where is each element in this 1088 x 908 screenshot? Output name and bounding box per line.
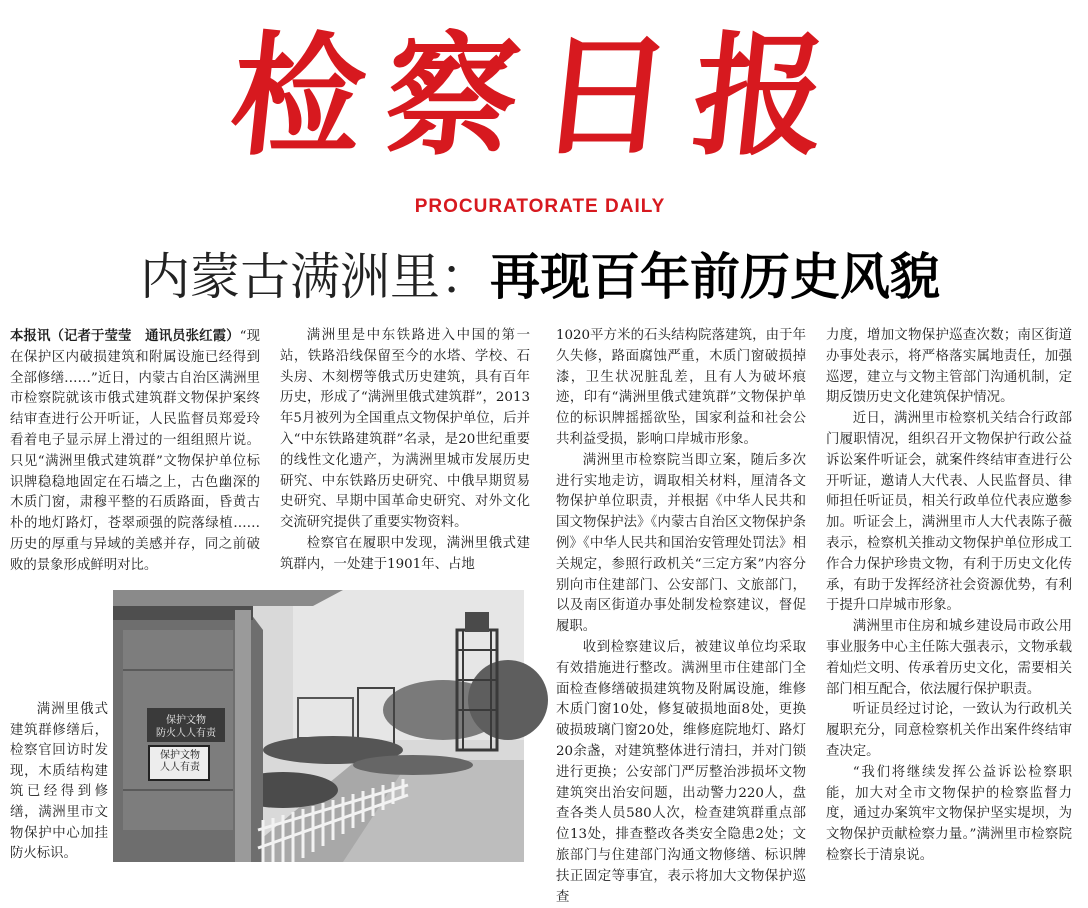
photo-caption (10, 700, 108, 865)
masthead-title: 检察日报 (223, 20, 857, 174)
headline-main: 再现百年前历史风貌 (490, 247, 940, 306)
paragraph: 力度，增加文物保护巡查次数；南区街道办事处表示，将严格落实属地责任，加强巡逻，建立与文物主管部门沟通机制，定期反馈历史文化建筑保护情况。 (826, 328, 1072, 406)
byline: 本报讯（记者于莹莹 通讯员张红霞） (10, 328, 240, 344)
article-headline (0, 246, 1080, 308)
paragraph-text: “现在保护区内破损建筑和附属设施已经得到全部修缮……”近日，内蒙古自治区满洲里市检察院就该市俄式建筑群文物保护案终结审查进行公开听证，人民监督员郑爱玲看着电子显示屏上滑过的一组组照片说。只见“满洲里俄式建筑群”文物保护单位标识牌稳稳地固定在石墙之上，古色幽深的木质门窗，肃穆平整的石质路面，昏黄古朴的地灯路灯，苍翠顽强的院落绿植……历史的厚重与异域的美感并存，同之前破败的景象形成鲜明对比。 (10, 329, 260, 573)
paragraph: 收到检察建议后，被建议单位均采取有效措施进行整改。满洲里市住建部门全面检查修缮破损建筑物及附属设施，维修木质门窗10处，修复破损地面8处，更换破损玻璃门窗20处，维修庭院地灯、路灯20余盏，对建筑整体进行清扫，并对门锁进行更换；公安部门严厉整治涉损坏文物建筑突出治安问题，出动警力220人，盘查各类人员580人次，检查建筑群重点部位13处，排查整改各类安全隐患2处；文旅部门与住建部门沟通文物修缮、标识牌扶正固定等事宜，表示将加大文物保护巡查 (556, 639, 806, 905)
sign-line: 防火人人有责 (156, 728, 216, 739)
paragraph: 检察官在履职中发现，满洲里俄式建筑群内，一处建于1901年、占地 (280, 535, 530, 572)
sign-line: 人人有责 (160, 762, 200, 773)
paragraph: “我们将继续发挥公益诉讼检察职能，加大对全市文物保护的检察监督力度，通过办案筑牢文物保护坚实堤坝，为文物保护贡献检察力量。”满洲里市检察院检察长于清泉说。 (826, 764, 1072, 863)
sign-line: 保护文物 (166, 715, 206, 726)
article-column-4 (826, 326, 1072, 871)
headline-location: 内蒙古满洲里： (140, 248, 490, 306)
sign-line: 保护文物 (160, 750, 200, 761)
paragraph: 满洲里市住房和城乡建设局市政公用事业服务中心主任陈大强表示，文物承载着灿烂文明、传承着历史文化，需要相关部门相互配合，依法履行保护职责。 (826, 619, 1072, 697)
fire-prevention-sign (151, 714, 221, 740)
caption-text: 满洲里俄式建筑群修缮后，检察官回访时发现，木质结构建筑已经得到修缮，满洲里市文物保护中心加挂防火标识。 (10, 702, 108, 862)
article-column-2 (280, 326, 530, 588)
paragraph: 满洲里市检察院当即立案，随后多次进行实地走访，调取相关材料，厘清各文物保护单位职责，并根据《中华人民共和国文物保护法》《内蒙古自治区文物保护条例》《中华人民共和国治安管理处罚法》相关规定，参照行政机关“三定方案”内容分别向市住建部门、公安部门、文旅部门，以及南区街道办事处制发检察建议，督促履职。 (556, 452, 806, 635)
paragraph: 满洲里是中东铁路进入中国的第一站，铁路沿线保留至今的水塔、学校、石头房、木刻楞等俄式历史建筑，具有百年历史，形成了“满洲里俄式建筑群”，2013年5月被列为全国重点文物保护单位，后并入“中东铁路建筑群”名录，是20世纪重要的线性文化遗产，为满洲里城市发展历史研究、中东铁路历史研究、中俄早期贸易史研究、早期中国革命史研究、对外文化交流研究提供了重要实物资料。 (280, 328, 530, 531)
article-column-1 (10, 326, 260, 576)
paragraph: 1020平方米的石头结构院落建筑，由于年久失修，路面腐蚀严重，木质门窗破损掉漆，卫生状况脏乱差，且有人为破坏痕迹，印有“满洲里俄式建筑群”文物保护单位的标识牌摇摇欲坠，国家利益和社会公共利益受损，影响口岸城市形象。 (556, 328, 806, 447)
masthead (0, 0, 1080, 230)
paragraph: 听证员经过讨论，一致认为行政机关履职充分，同意检察机关作出案件终结审查决定。 (826, 702, 1072, 759)
paragraph (10, 326, 260, 577)
paragraph: 近日，满洲里市检察机关结合行政部门履职情况，组织召开文物保护行政公益诉讼案件听证会，就案件终结审查进行公开听证，邀请人大代表、人民监督员、律师担任听证员，相关行政单位代表应邀参加。听证会上，满洲里市人大代表陈子薇表示，检察机关推动文物保护单位形成工作合力保护珍贵文物，有利于历史文化传承，有助于发挥经济社会资源优势，有利于提升口岸城市形象。 (826, 411, 1072, 614)
article-photo (113, 590, 524, 862)
article-column-3 (556, 326, 806, 905)
protection-sign (153, 750, 207, 774)
masthead-subtitle: PROCURATORATE DAILY (414, 196, 666, 217)
